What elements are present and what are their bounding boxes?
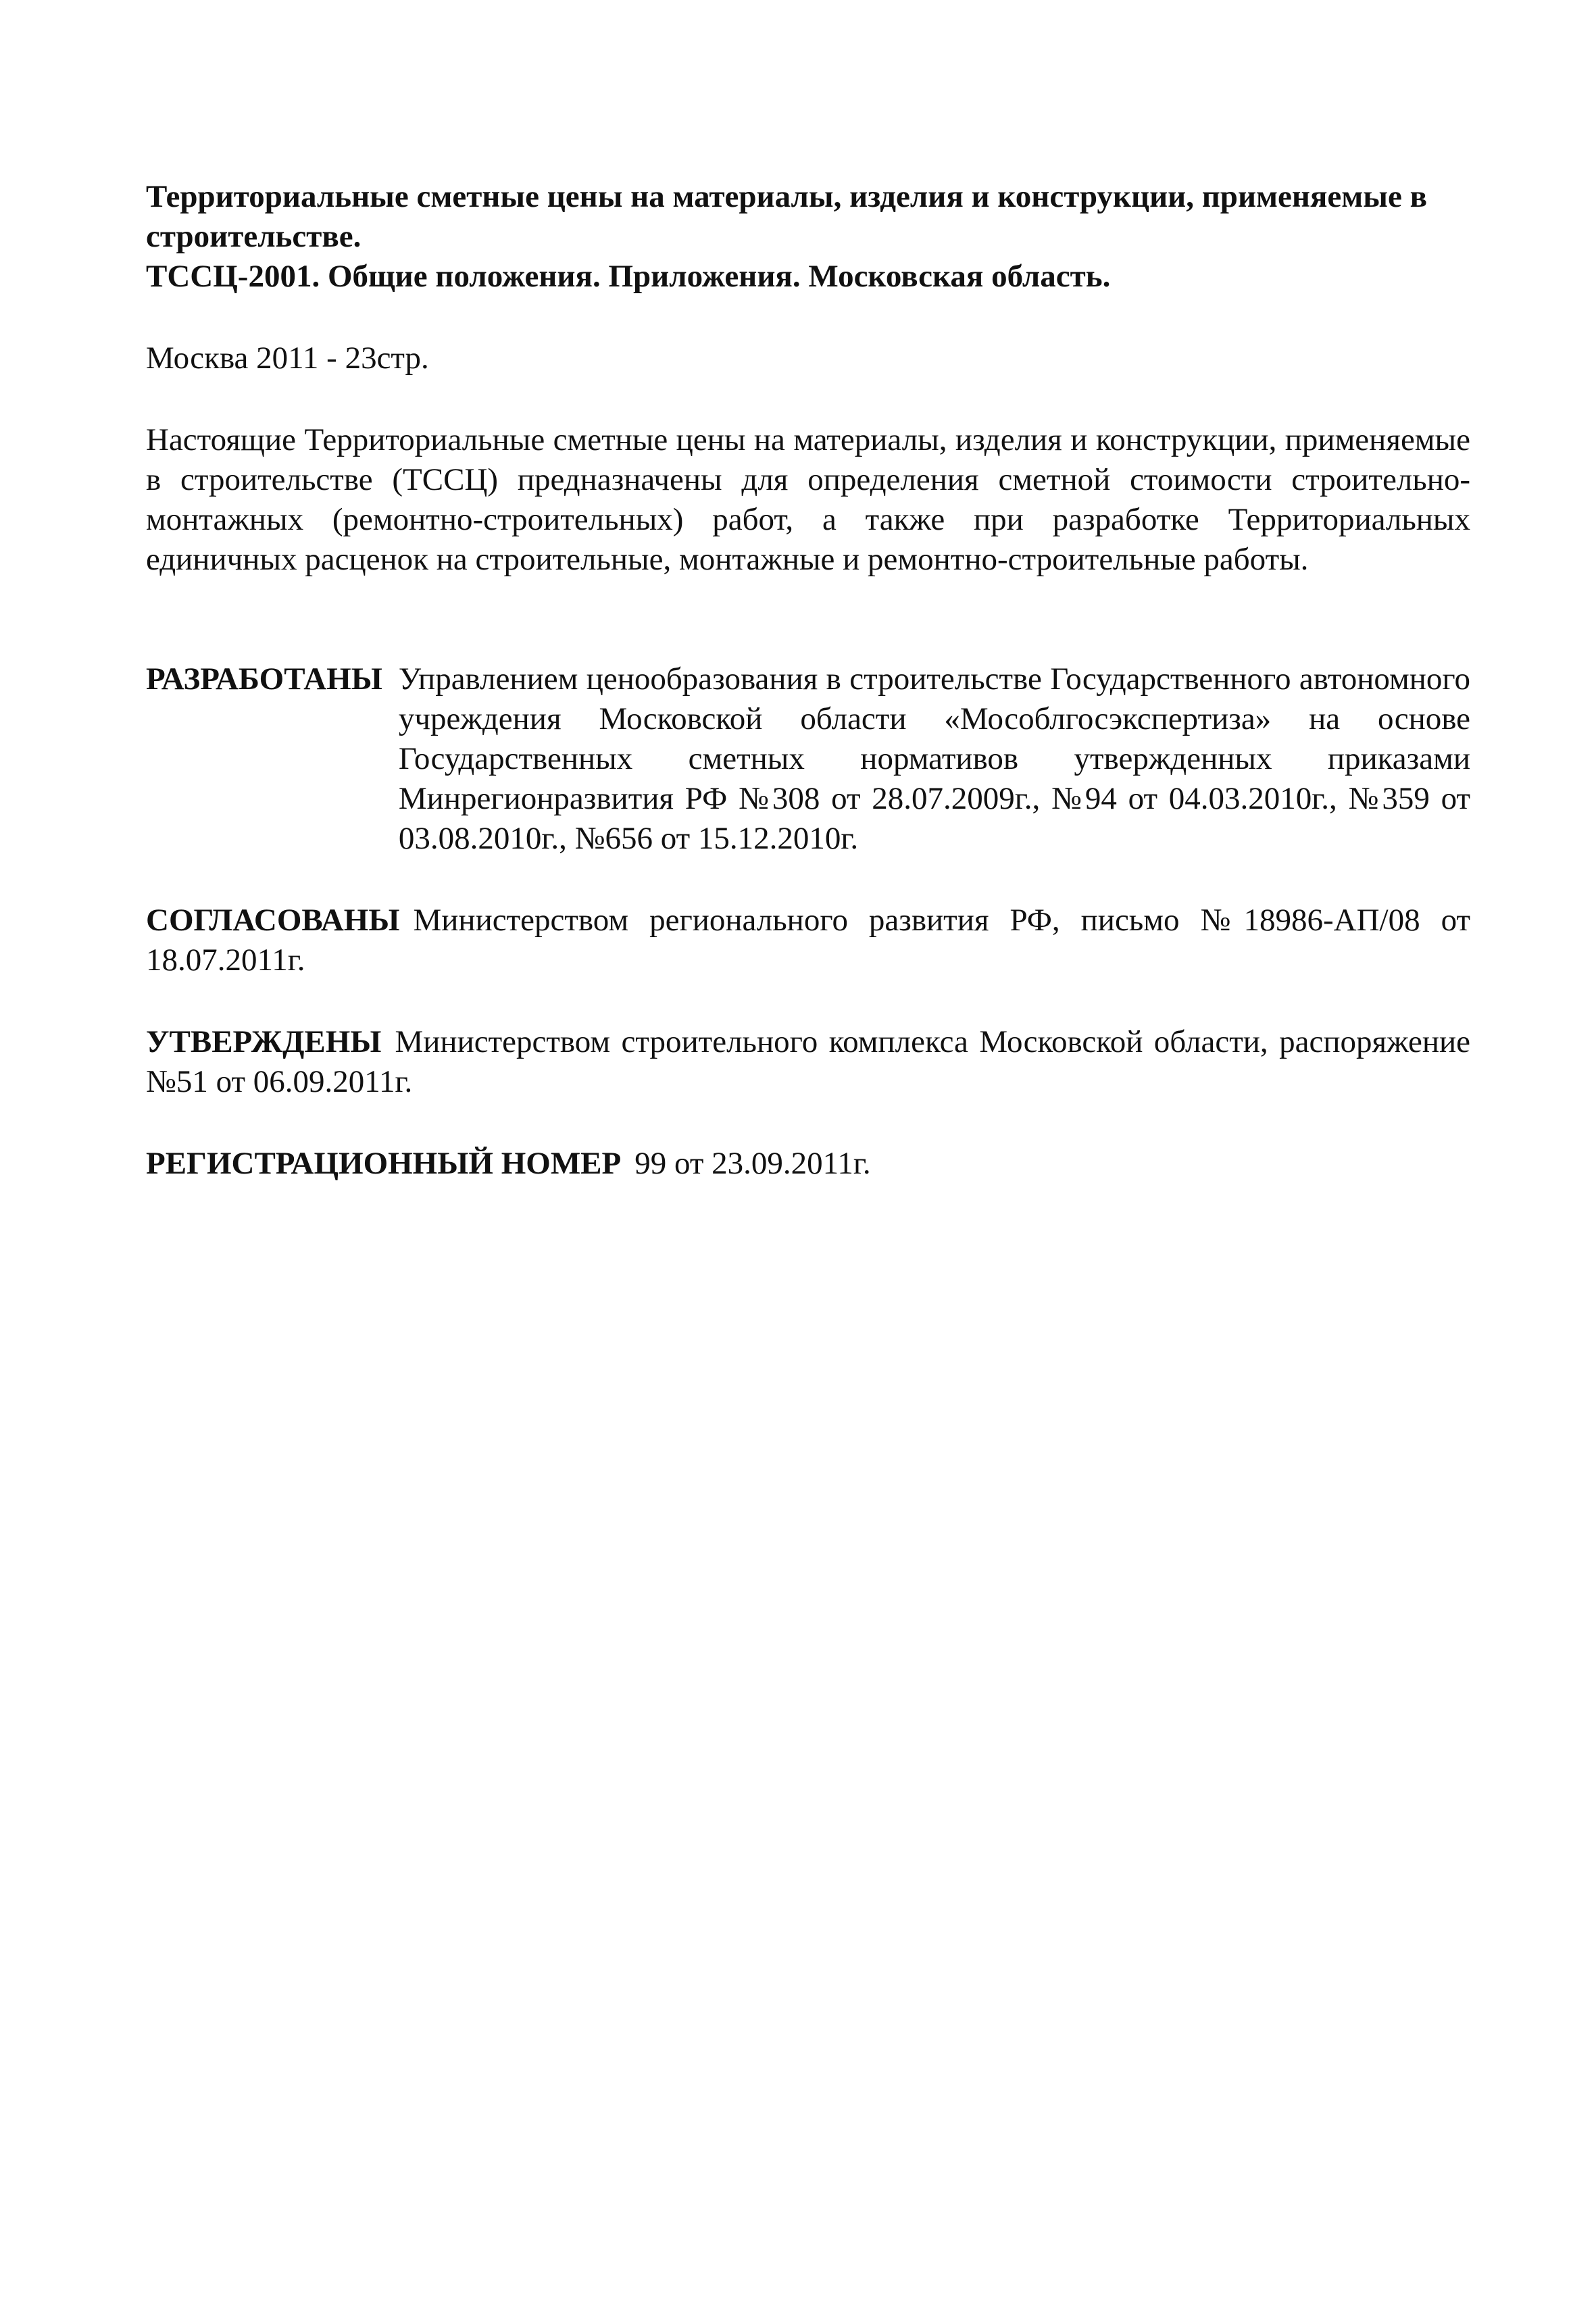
developed-label: РАЗРАБОТАНЫ	[146, 661, 382, 697]
approved-label: УТВЕРЖДЕНЫ	[146, 1024, 382, 1059]
agreed-text: Министерством регионального развития РФ, письмо №18986-АП/08 от 18.07.2011г.	[146, 903, 1470, 978]
document-title	[146, 177, 1470, 297]
agreed-section	[146, 901, 1470, 980]
agreed-label: СОГЛАСОВАНЫ	[146, 903, 400, 938]
developed-section	[146, 659, 1470, 859]
title-line-1: Территориальные сметные цены на материалы, изделия и конструкции, применяемые в строительстве.	[146, 179, 1427, 254]
registration-section	[146, 1144, 1470, 1184]
intro-paragraph: Настоящие Территориальные сметные цены на материалы, изделия и конструкции, применяемые в строительстве (ТССЦ) предназначены для определения сметной стоимости строительно-монтажных (ремонтно-строительных) работ, а также при разработке Территориальных единичных расценок на строительные, монтажные и ремонтно-строительные работы.	[146, 422, 1470, 577]
developed-text: Управлением ценообразования в строительстве Государственного автономного учреждения Московской области «Мособлгосэкспертиза» на основе Государственных сметных нормативов утвержденных приказами Минрегионразвития РФ №308 от 28.07.2009г., №94 от 04.03.2010г., №359 от 03.08.2010г., №656 от 15.12.2010г.	[398, 661, 1470, 856]
approved-text: Министерством строительного комплекса Московской области, распоряжение №51 от 06.09.2011г.	[146, 1024, 1470, 1099]
document-body	[146, 177, 1470, 1184]
approved-section	[146, 1022, 1470, 1102]
place-and-year: Москва 2011 - 23стр.	[146, 341, 429, 376]
title-line-2: ТССЦ-2001. Общие положения. Приложения. Московская область.	[146, 259, 1111, 294]
registration-label: РЕГИСТРАЦИОННЫЙ НОМЕР	[146, 1146, 622, 1181]
registration-text: 99 от 23.09.2011г.	[634, 1146, 871, 1181]
